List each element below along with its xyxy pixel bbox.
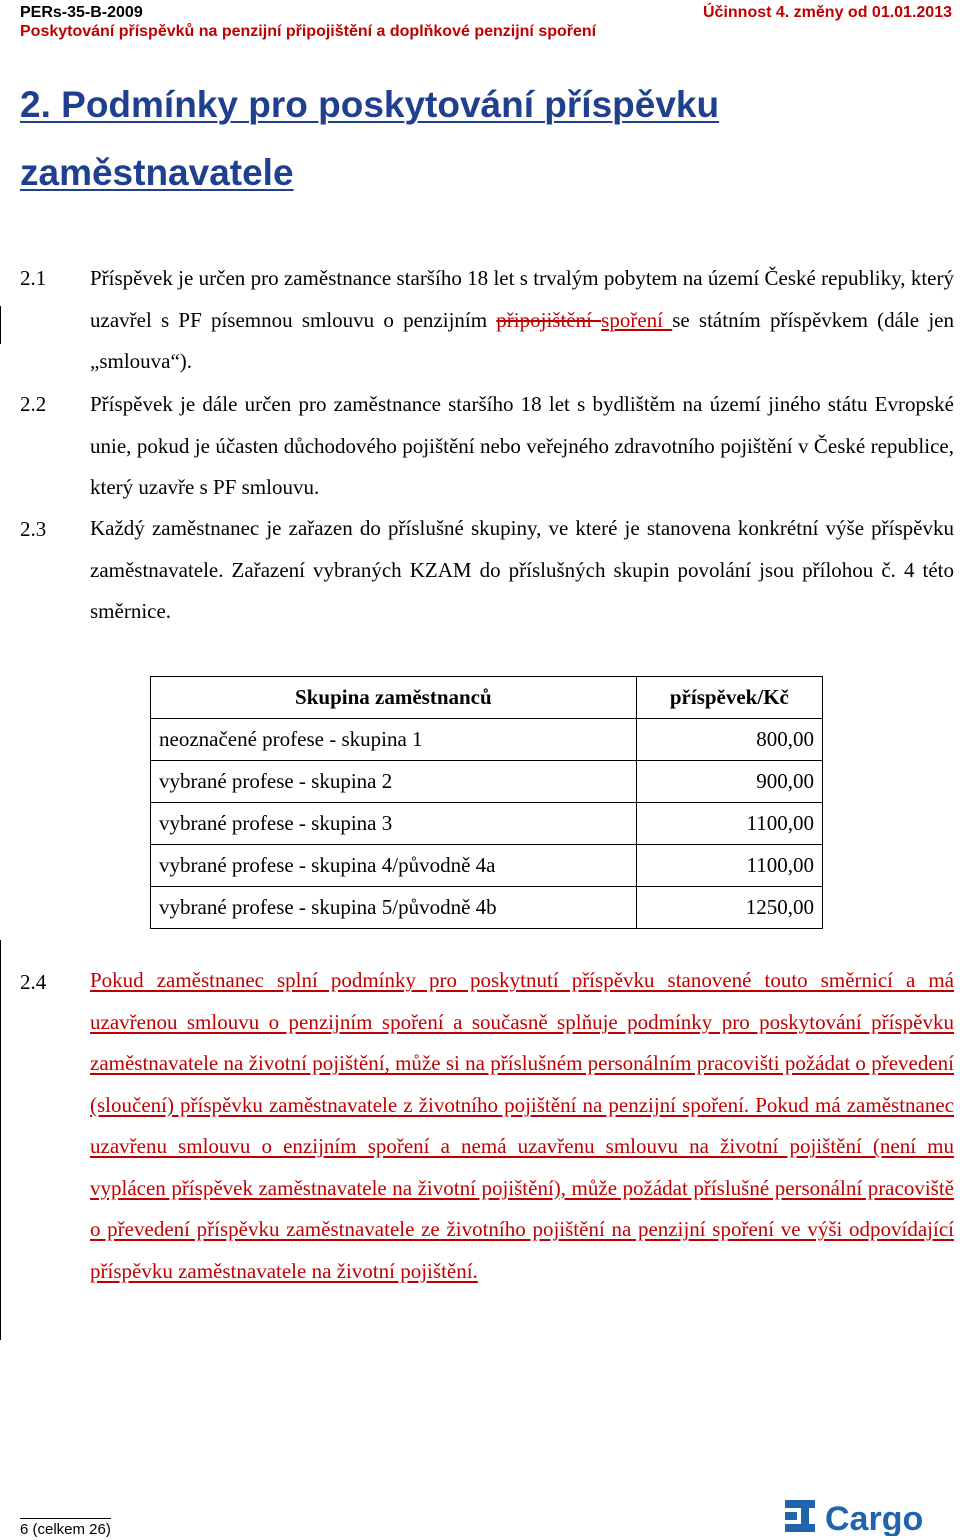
table-row	[151, 761, 823, 803]
amount-cell: 1250,00	[636, 887, 822, 929]
revision-bar	[0, 306, 1, 344]
table-header	[151, 677, 823, 719]
col-header-group: Skupina zaměstnanců	[151, 677, 637, 719]
col-header-amount: příspěvek/Kč	[636, 677, 822, 719]
amount-cell: 1100,00	[636, 803, 822, 845]
group-cell: vybrané profese - skupina 4/původně 4a	[151, 845, 637, 887]
table-row	[151, 887, 823, 929]
section-title: 2. Podmínky pro poskytování příspěvku	[20, 84, 720, 125]
amount-cell: 800,00	[636, 719, 822, 761]
para-number: 2.4	[20, 970, 47, 994]
paragraph-2-3: Každý zaměstnanec je zařazen do příslušné skupiny, ve které je stanovena konkrétní výše příspěvku zaměstnavatele. Zařazení vybraných KZAM do příslušných skupin povolání jsou přílohou č. 4 této směrnice.	[90, 516, 954, 623]
para-text-end: se státním příspěvkem (dále jen „smlouva“).	[90, 307, 954, 373]
contribution-table	[150, 676, 823, 929]
amount-cell: 900,00	[636, 761, 822, 803]
group-cell: vybrané profese - skupina 2	[151, 761, 637, 803]
inserted-text: spoření	[601, 307, 673, 332]
para-number: 2.3	[20, 517, 47, 541]
cargo-logo	[783, 1494, 958, 1536]
paragraph-2-4: Pokud zaměstnanec splní podmínky pro poskytnutí příspěvku stanovené touto směrnicí a má uzavřenou smlouvu o penzijním spoření a současně splňuje podmínky pro poskytování příspěvku zaměstnavatele na životní pojištění, může si na příslušném personálním pracovišti požádat o převedení (sloučení) příspěvku zaměstnavatele z životního pojištění na penzijní spoření. Pokud má zaměstnanec uzavřenu smlouvu o enzijním spoření a nemá uzavřenu smlouvu na životní pojištění (není mu vyplácen příspěvek zaměstnavatele na životní pojištění), může požádat příslušné personální pracoviště o převedení příspěvku zaměstnavatele ze životního pojištění na penzijní spoření ve výši odpovídající příspěvku zaměstnavatele na životní pojištění.	[90, 968, 954, 1283]
para-text: Příspěvek je určen pro zaměstnance staršího 18 let s trvalým pobytem na území České republiky, který uzavřel s PF písemnou smlouvu o penzijním	[90, 266, 954, 332]
amount-cell: 1100,00	[636, 845, 822, 887]
page-number: 6 (celkem 26)	[20, 1518, 111, 1538]
paragraph-2-1	[90, 258, 954, 383]
revision-bar	[0, 940, 1, 1340]
doc-id: PERs-35-B-2009	[20, 4, 143, 21]
effective-date: Účinnost 4. změny od 01.01.2013	[703, 4, 952, 21]
para-number: 2.1	[20, 266, 47, 290]
section-title-cont: zaměstnavatele	[20, 152, 294, 193]
group-cell: neoznačené profese - skupina 1	[151, 719, 637, 761]
logo-text: Cargo	[825, 1500, 924, 1536]
table-row	[151, 719, 823, 761]
group-cell: vybrané profese - skupina 5/původně 4b	[151, 887, 637, 929]
group-cell: vybrané profese - skupina 3	[151, 803, 637, 845]
deleted-text: připojištění	[496, 307, 602, 332]
para-number: 2.2	[20, 392, 47, 416]
table-row	[151, 803, 823, 845]
table-row	[151, 845, 823, 887]
paragraph-2-2: Příspěvek je dále určen pro zaměstnance staršího 18 let s bydlištěm na území jiného státu Evropské unie, pokud je účasten důchodového pojištění nebo veřejného zdravotního pojištění v České republice, který uzavře s PF smlouvu.	[90, 392, 954, 499]
header-subtitle: Poskytování příspěvků na penzijní připojištění a doplňkové penzijní spoření	[20, 23, 597, 40]
